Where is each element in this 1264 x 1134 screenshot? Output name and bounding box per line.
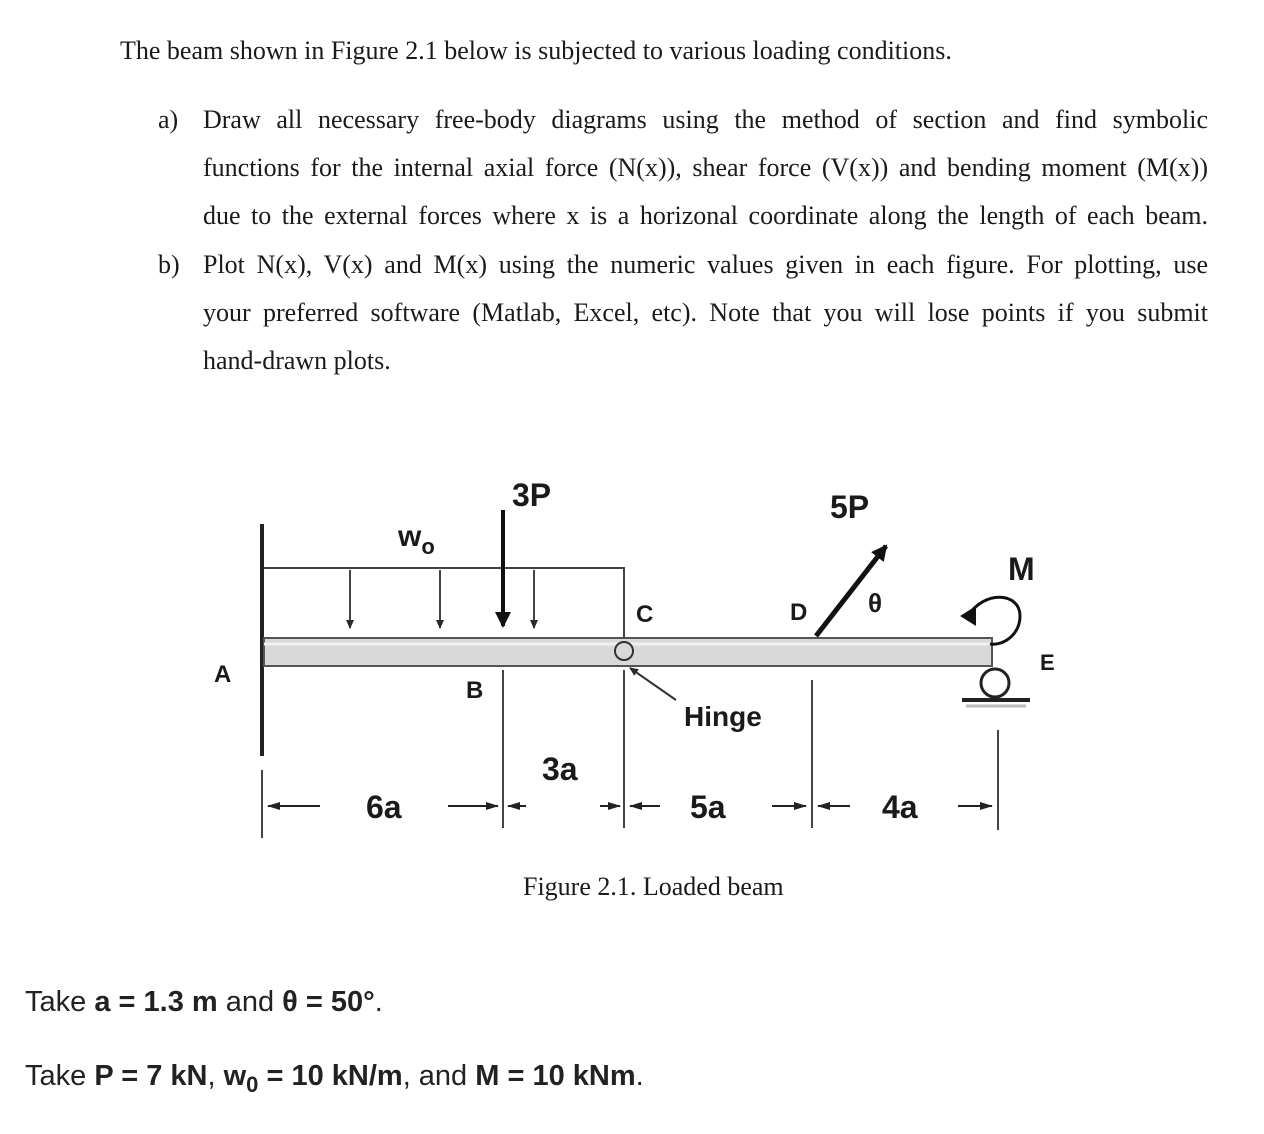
- value-w0: $w_0 = 10$ kN/m: [223, 1060, 403, 1097]
- problem-intro: The beam shown in Figure 2.1 below is subjected to various loading conditions.: [120, 36, 952, 65]
- dim-6a: 6a: [366, 789, 402, 825]
- hinge-pin: [615, 642, 633, 660]
- dim-4a: 4a: [882, 789, 918, 825]
- item-a-line-1: Draw all necessary free-body diagrams using the method of section and find symbolic: [203, 105, 1208, 134]
- hinge-pointer-arrow: [630, 668, 676, 700]
- given-values-line-2: Take P = 7 kN, $w_0 = 10$ kN/m, and M = 10 kNm.: [25, 1060, 644, 1097]
- value-theta: θ = 50°: [282, 986, 375, 1018]
- moment-label: M: [1008, 551, 1035, 587]
- item-b-line-2: your preferred software (Matlab, Excel, etc). Note that you will lose points if you submit: [203, 298, 1208, 327]
- beam-figure: [0, 440, 1264, 870]
- value-m: M = 10 kNm: [475, 1060, 636, 1092]
- item-a-line-2: functions for the internal axial force (N(x)), shear force (V(x)) and bending moment (M(x)): [203, 153, 1208, 182]
- 5p-label: 5P: [830, 489, 870, 525]
- label-d: D: [790, 599, 808, 626]
- dim-3a: 3a: [542, 751, 578, 787]
- item-b-line-1: Plot N(x), V(x) and M(x) using the numeric values given in each figure. For plotting, use: [203, 250, 1208, 279]
- roller-support: [962, 669, 1030, 706]
- label-c: C: [636, 601, 654, 628]
- given-values-line-1: Take a = 1.3 m and θ = 50°.: [25, 986, 383, 1018]
- value-p: P = 7 kN: [94, 1060, 208, 1092]
- item-a-line-3: due to the external forces where x is a horizonal coordinate along the length of each beam.: [203, 201, 1208, 230]
- moment-arrowhead: [960, 606, 976, 626]
- w0-label: $w_o$: [398, 520, 435, 559]
- label-a: A: [214, 661, 232, 688]
- label-e: E: [1040, 650, 1055, 675]
- label-b: B: [466, 677, 484, 704]
- value-a: a = 1.3 m: [94, 986, 218, 1018]
- theta-label: θ: [868, 588, 883, 618]
- item-marker: a): [158, 105, 179, 134]
- item-b-line-3: hand-drawn plots.: [203, 346, 391, 375]
- 3p-label: 3P: [512, 477, 552, 513]
- item-marker: b): [158, 250, 180, 279]
- figure-caption: Figure 2.1. Loaded beam: [523, 872, 784, 901]
- dim-5a: 5a: [690, 789, 726, 825]
- hinge-label: Hinge: [684, 701, 762, 732]
- distributed-load-w0: [264, 568, 624, 638]
